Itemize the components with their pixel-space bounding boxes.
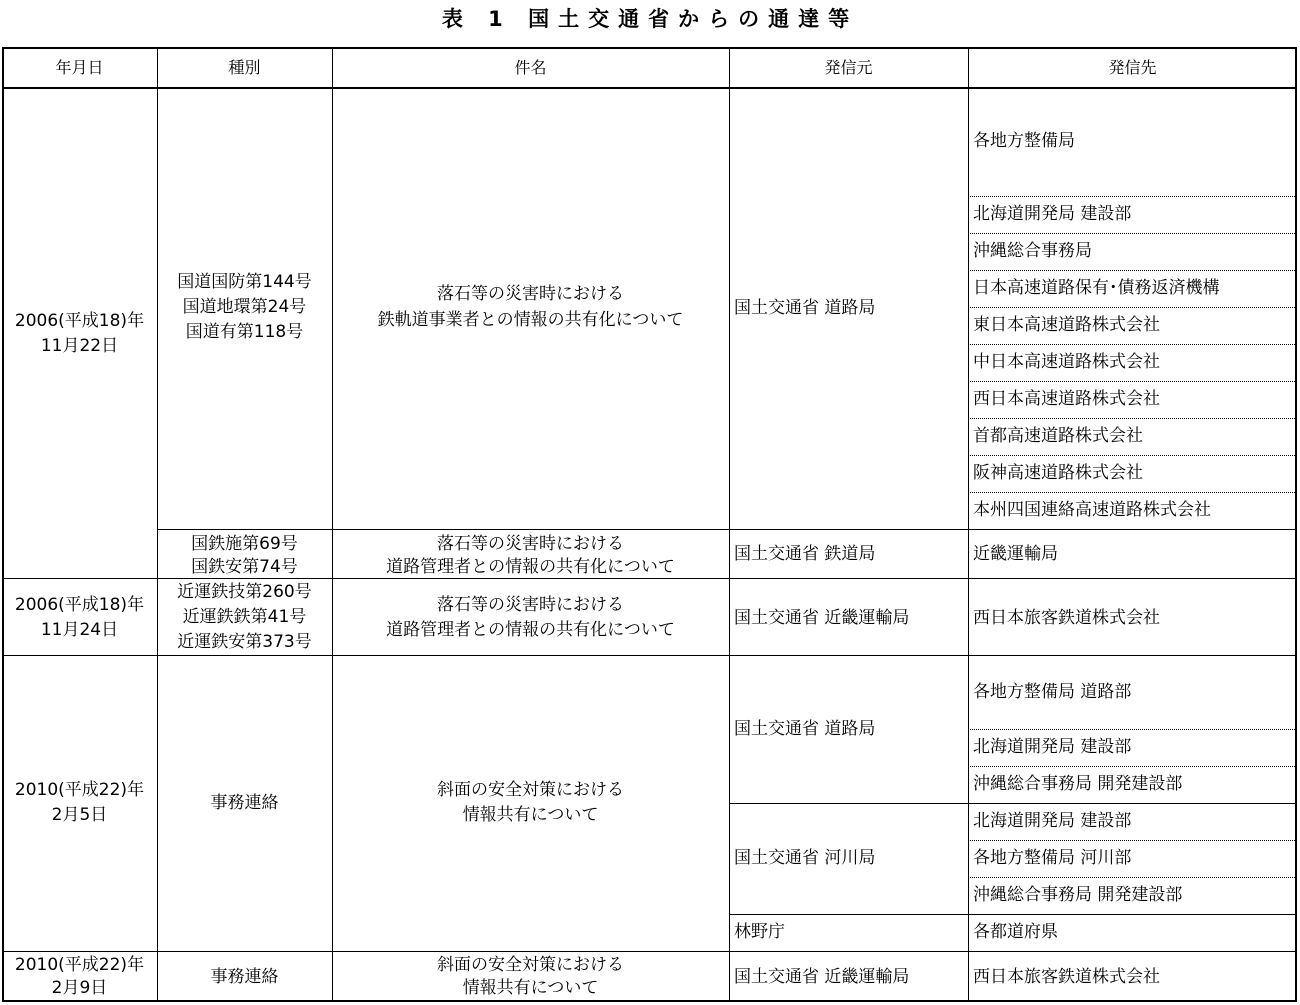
- header-recipient: 発信先: [1108, 58, 1157, 77]
- subject-cell: 道路管理者との情報の共有化について: [386, 620, 675, 640]
- recipient-cell: 沖縄総合事務局 開発建設部: [973, 885, 1183, 905]
- recipient-cell: 本州四国連絡高速道路株式会社: [973, 500, 1211, 520]
- type-cell: 国鉄施第69号: [191, 534, 298, 554]
- recipient-divider: [968, 233, 1297, 234]
- recipient-cell: 北海道開発局 建設部: [973, 737, 1132, 757]
- recipient-cell: 首都高速道路株式会社: [973, 426, 1143, 446]
- subject-cell: 斜面の安全対策における: [437, 955, 624, 975]
- type-cell: 国道国防第144号: [177, 272, 312, 292]
- recipient-cell: 各地方整備局 道路部: [973, 682, 1132, 702]
- sender-divider: [729, 803, 1297, 804]
- subject-cell: 落石等の災害時における: [437, 595, 624, 615]
- recipient-divider: [968, 418, 1297, 419]
- type-cell: 国道有第118号: [185, 322, 304, 342]
- date-cell: 11月22日: [40, 336, 119, 356]
- recipient-cell: 各地方整備局: [973, 131, 1075, 151]
- recipient-divider: [968, 270, 1297, 271]
- recipient-cell: 西日本旅客鉄道株式会社: [973, 967, 1160, 987]
- recipient-cell: 日本高速道路保有･債務返済機構: [973, 278, 1220, 298]
- recipient-cell: 北海道開発局 建設部: [973, 811, 1132, 831]
- recipient-divider: [968, 729, 1297, 730]
- subject-cell: 落石等の災害時における: [437, 534, 624, 554]
- subject-cell: 道路管理者との情報の共有化について: [386, 557, 675, 577]
- col-divider: [157, 47, 158, 1002]
- sender-cell: 国土交通省 河川局: [734, 848, 876, 868]
- date-cell: 2010(平成22)年: [14, 955, 145, 975]
- recipient-cell: 各都道府県: [973, 922, 1058, 942]
- type-cell: 事務連絡: [210, 793, 279, 813]
- date-cell: 2月9日: [51, 978, 108, 998]
- type-cell: 近運鉄鉄第41号: [182, 607, 307, 627]
- subject-cell: 情報共有について: [462, 978, 599, 998]
- recipient-cell: 沖縄総合事務局 開発建設部: [973, 774, 1183, 794]
- recipient-cell: 西日本旅客鉄道株式会社: [973, 608, 1160, 628]
- sender-cell: 国土交通省 近畿運輸局: [734, 967, 910, 987]
- sender-cell: 国土交通省 道路局: [734, 298, 876, 318]
- table-title: 表 1 国土交通省からの通達等: [441, 7, 859, 31]
- subject-cell: 斜面の安全対策における: [437, 780, 624, 800]
- sender-cell: 国土交通省 道路局: [734, 719, 876, 739]
- type-cell: 近運鉄技第260号: [177, 582, 312, 602]
- header-divider: [2, 87, 1297, 89]
- type-cell: 国鉄安第74号: [191, 557, 298, 577]
- recipient-divider: [968, 455, 1297, 456]
- recipient-cell: 西日本高速道路株式会社: [973, 389, 1160, 409]
- recipient-cell: 各地方整備局 河川部: [973, 848, 1132, 868]
- date-cell: 2006(平成18)年: [14, 595, 145, 615]
- subject-cell: 鉄軌道事業者との情報の共有化について: [377, 310, 684, 330]
- recipient-cell: 中日本高速道路株式会社: [973, 352, 1160, 372]
- type-cell: 国道地環第24号: [182, 297, 307, 317]
- recipient-divider: [968, 344, 1297, 345]
- date-cell: 11月24日: [40, 620, 119, 640]
- type-cell: 近運鉄安第373号: [177, 632, 312, 652]
- subject-cell: 落石等の災害時における: [437, 284, 624, 304]
- recipient-divider: [968, 196, 1297, 197]
- sender-cell: 国土交通省 鉄道局: [734, 544, 876, 564]
- recipient-divider: [968, 381, 1297, 382]
- sender-divider: [729, 914, 1297, 915]
- header-subject: 件名: [514, 58, 547, 77]
- recipient-cell: 北海道開発局 建設部: [973, 204, 1132, 224]
- recipient-cell: 東日本高速道路株式会社: [973, 315, 1160, 335]
- recipient-divider: [968, 766, 1297, 767]
- recipient-cell: 沖縄総合事務局: [973, 241, 1092, 261]
- recipient-divider: [968, 877, 1297, 878]
- date-cell: 2010(平成22)年: [14, 780, 145, 800]
- recipient-divider: [968, 307, 1297, 308]
- subject-cell: 情報共有について: [462, 805, 599, 825]
- recipient-divider: [968, 840, 1297, 841]
- sender-cell: 国土交通省 近畿運輸局: [734, 608, 910, 628]
- col-divider: [332, 47, 333, 1002]
- recipient-cell: 近畿運輸局: [973, 544, 1058, 564]
- type-cell: 事務連絡: [210, 967, 279, 987]
- header-type: 種別: [228, 58, 261, 77]
- date-cell: 2006(平成18)年: [14, 311, 145, 331]
- row-divider: [2, 655, 1297, 656]
- recipient-divider: [968, 492, 1297, 493]
- row-divider: [157, 529, 1297, 530]
- row-divider: [2, 951, 1297, 952]
- date-cell: 2月5日: [51, 805, 108, 825]
- header-sender: 発信元: [824, 58, 873, 77]
- header-date: 年月日: [55, 58, 104, 77]
- recipient-cell: 阪神高速道路株式会社: [973, 463, 1143, 483]
- sender-cell: 林野庁: [734, 922, 785, 942]
